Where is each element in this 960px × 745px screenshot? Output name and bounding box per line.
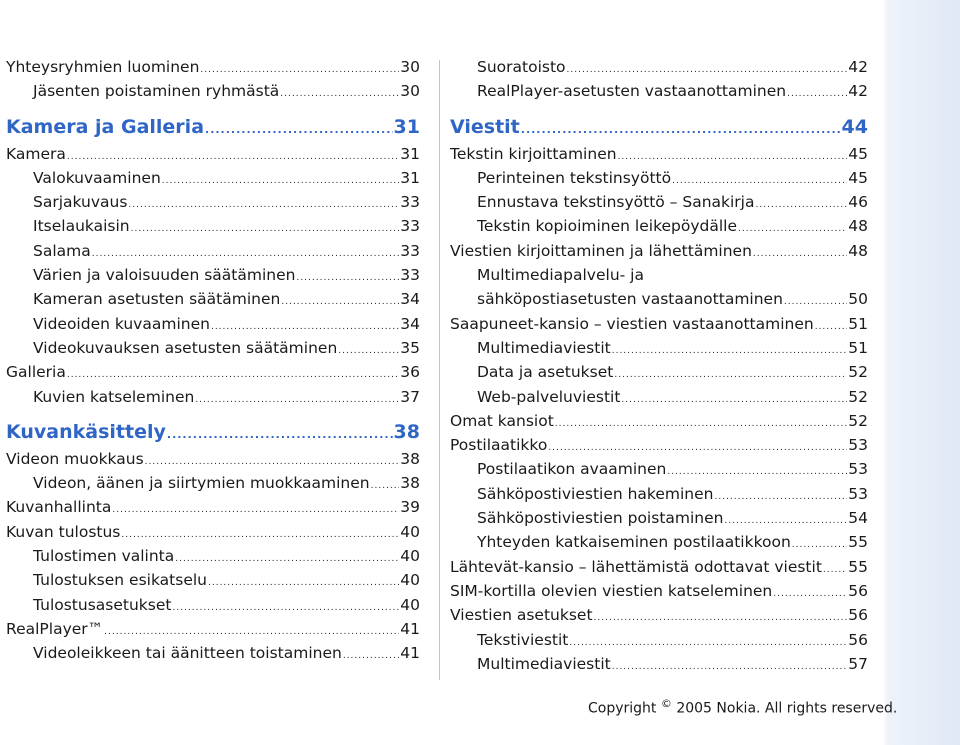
toc-entry xyxy=(450,145,868,169)
dot-leader xyxy=(208,578,399,588)
toc-entry-title: Sähköpostiviestien hakeminen xyxy=(477,484,714,503)
toc-entry xyxy=(450,266,868,290)
toc-entry-title: Videon, äänen ja siirtymien muokkaaminen xyxy=(33,474,370,493)
toc-entry xyxy=(450,558,868,582)
dot-leader xyxy=(145,457,400,467)
dot-leader xyxy=(612,346,848,356)
toc-entry xyxy=(450,436,868,460)
toc-entry xyxy=(6,620,420,644)
toc-entry xyxy=(6,450,420,474)
copyright-text: 2005 Nokia. All rights reserved. xyxy=(676,700,898,717)
toc-entry-title: Värien ja valoisuuden säätäminen xyxy=(33,266,296,285)
copyright-notice xyxy=(588,697,897,717)
dot-leader xyxy=(555,419,847,429)
dot-leader xyxy=(371,481,400,491)
toc-entry xyxy=(450,460,868,484)
toc-entry-title: Ennustava tekstinsyöttö – Sanakirja xyxy=(477,193,755,212)
toc-section-heading xyxy=(6,412,420,450)
dot-leader xyxy=(104,627,399,637)
toc-entry-title: Salama xyxy=(33,241,91,260)
toc-entry-page: 56 xyxy=(848,630,868,649)
toc-entry-title: Yhteyden katkaiseminen postilaatikkoon xyxy=(477,533,791,552)
toc-entry xyxy=(450,169,868,193)
toc-entry-page: 55 xyxy=(848,533,868,552)
toc-entry-title: Data ja asetukset xyxy=(477,363,614,382)
dot-leader xyxy=(92,249,400,259)
toc-entry-page: 40 xyxy=(400,595,420,614)
toc-entry-title: Multimediaviestit xyxy=(477,338,611,357)
toc-entry-title: Valokuvaaminen xyxy=(33,168,161,187)
toc-entry-title: Viestit xyxy=(450,115,520,138)
dot-leader xyxy=(211,322,399,332)
toc-entry-page: 44 xyxy=(841,115,868,138)
toc-entry xyxy=(450,655,868,679)
toc-entry-page: 50 xyxy=(848,290,868,309)
toc-section-heading xyxy=(450,107,868,145)
dot-leader xyxy=(128,200,399,210)
toc-entry-page: 52 xyxy=(848,363,868,382)
dot-leader xyxy=(714,492,847,502)
toc-entry-page: 54 xyxy=(848,509,868,528)
toc-entry xyxy=(450,509,868,533)
toc-entry-page: 40 xyxy=(400,522,420,541)
toc-entry-page: 42 xyxy=(848,58,868,76)
toc-entry xyxy=(450,485,868,509)
toc-entry-title: Sähköpostiviestien poistaminen xyxy=(477,509,724,528)
toc-entry-title: SIM-kortilla olevien viestien katseleminen xyxy=(450,581,773,600)
toc-entry-page: 53 xyxy=(848,484,868,503)
toc-entry-page: 45 xyxy=(848,144,868,163)
toc-entry-title: Perinteinen tekstinsyöttö xyxy=(477,168,672,187)
toc-entry-page: 48 xyxy=(848,217,868,236)
toc-entry-title: Itselaukaisin xyxy=(33,217,130,236)
toc-entry xyxy=(6,474,420,498)
dot-leader xyxy=(167,428,393,441)
toc-entry xyxy=(450,242,868,266)
toc-entry-page: 53 xyxy=(848,460,868,479)
toc-entry xyxy=(450,582,868,606)
toc-entry-title: RealPlayer-asetusten vastaanottaminen xyxy=(477,82,787,101)
toc-entry-page: 34 xyxy=(400,290,420,309)
copyright-word: Copyright xyxy=(588,700,657,717)
toc-entry-title: Videoiden kuvaaminen xyxy=(33,314,210,333)
toc-entry-page: 41 xyxy=(400,644,420,663)
toc-entry xyxy=(6,547,420,571)
toc-entry-title: Kamera xyxy=(6,144,66,163)
toc-entry-title: Tulostuksen esikatselu xyxy=(33,571,207,590)
toc-entry-title: Tekstin kirjoittaminen xyxy=(450,144,617,163)
toc-entry-page: 37 xyxy=(400,387,420,406)
toc-entry-title: Kuvien katseleminen xyxy=(33,387,195,406)
toc-entry-page: 57 xyxy=(848,654,868,673)
toc-entry xyxy=(450,533,868,557)
toc-entry xyxy=(6,523,420,547)
toc-entry-page: 56 xyxy=(848,581,868,600)
dot-leader xyxy=(569,638,847,648)
toc-entry-title: Postilaatikon avaaminen xyxy=(477,460,667,479)
toc-section-heading xyxy=(6,107,420,145)
dot-leader xyxy=(773,589,847,599)
toc-entry-title: Tekstiviestit xyxy=(477,630,569,649)
dot-leader xyxy=(296,273,399,283)
toc-entry-page: 52 xyxy=(848,387,868,406)
dot-leader xyxy=(67,152,399,162)
toc-entry xyxy=(6,82,420,106)
toc-entry xyxy=(6,266,420,290)
toc-entry xyxy=(6,363,420,387)
toc-entry xyxy=(6,339,420,363)
copyright-symbol: © xyxy=(660,697,672,710)
toc-entry xyxy=(6,193,420,217)
dot-leader xyxy=(667,467,847,477)
toc-entry xyxy=(450,217,868,241)
toc-entry-title: Kuvan tulostus xyxy=(6,522,121,541)
dot-leader xyxy=(521,123,841,136)
toc-entry xyxy=(450,82,868,106)
toc-entry-title: Videon muokkaus xyxy=(6,449,144,468)
toc-entry-page: 35 xyxy=(400,338,420,357)
toc-entry xyxy=(450,412,868,436)
toc-entry xyxy=(450,339,868,363)
toc-right-column xyxy=(450,58,868,679)
dot-leader xyxy=(787,89,847,99)
toc-entry xyxy=(6,169,420,193)
dot-leader xyxy=(343,651,399,661)
toc-entry xyxy=(6,388,420,412)
toc-entry xyxy=(6,498,420,522)
toc-entry xyxy=(450,290,868,314)
toc-left-column xyxy=(6,58,420,669)
toc-entry-page: 30 xyxy=(400,58,420,76)
toc-entry-title: Omat kansiot xyxy=(450,411,554,430)
toc-entry-page: 56 xyxy=(848,606,868,625)
toc-entry xyxy=(450,388,868,412)
dot-leader xyxy=(792,540,847,550)
dot-leader xyxy=(594,613,848,623)
toc-entry-title: Jäsenten poistaminen ryhmästä xyxy=(33,82,280,101)
toc-entry-page: 38 xyxy=(393,420,420,443)
dot-leader xyxy=(131,224,400,234)
toc-entry-page: 55 xyxy=(848,557,868,576)
dot-leader xyxy=(612,662,848,672)
dot-leader xyxy=(567,65,848,75)
toc-entry-page: 33 xyxy=(400,266,420,285)
dot-leader xyxy=(618,152,848,162)
dot-leader xyxy=(755,200,847,210)
dot-leader xyxy=(172,603,399,613)
toc-entry xyxy=(450,606,868,630)
toc-entry xyxy=(6,290,420,314)
toc-entry xyxy=(450,363,868,387)
dot-leader xyxy=(621,395,847,405)
dot-leader xyxy=(724,516,847,526)
toc-entry xyxy=(6,644,420,668)
toc-entry-title: Sarjakuvaus xyxy=(33,193,128,212)
toc-entry xyxy=(450,58,868,82)
toc-entry-page: 31 xyxy=(393,115,420,138)
toc-entry-title: Postilaatikko xyxy=(450,436,548,455)
toc-entry-title: Videokuvauksen asetusten säätäminen xyxy=(33,338,338,357)
toc-entry xyxy=(450,631,868,655)
toc-entry xyxy=(6,217,420,241)
toc-entry-page: 38 xyxy=(400,449,420,468)
toc-entry-page: 46 xyxy=(848,193,868,212)
dot-leader xyxy=(175,554,399,564)
dot-leader xyxy=(195,395,399,405)
toc-entry-page: 36 xyxy=(400,363,420,382)
dot-leader xyxy=(162,176,399,186)
toc-entry-title: Tulostusasetukset xyxy=(33,595,172,614)
column-divider xyxy=(439,60,440,680)
toc-entry xyxy=(6,242,420,266)
dot-leader xyxy=(614,370,847,380)
toc-entry-page: 45 xyxy=(848,168,868,187)
toc-entry-title: Galleria xyxy=(6,363,66,382)
dot-leader xyxy=(280,89,399,99)
toc-entry-title: Multimediaviestit xyxy=(477,654,611,673)
toc-entry-title: Kameran asetusten säätäminen xyxy=(33,290,281,309)
toc-entry xyxy=(6,145,420,169)
dot-leader xyxy=(200,65,399,75)
dot-leader xyxy=(753,249,847,259)
toc-entry-page: 33 xyxy=(400,193,420,212)
toc-entry-page: 39 xyxy=(400,498,420,517)
toc-entry-title: Viestien kirjoittaminen ja lähettäminen xyxy=(450,241,752,260)
toc-entry-title: Viestien asetukset xyxy=(450,606,593,625)
dot-leader xyxy=(281,297,399,307)
toc-entry-title: Saapuneet-kansio – viestien vastaanottaminen xyxy=(450,314,814,333)
toc-entry-page: 42 xyxy=(848,82,868,101)
toc-entry-title: Yhteysryhmien luominen xyxy=(6,58,200,76)
toc-entry-title: Kuvankäsittely xyxy=(6,420,166,443)
decorative-side-band xyxy=(882,0,960,745)
dot-leader xyxy=(672,176,847,186)
toc-entry xyxy=(450,315,868,339)
toc-entry-page: 40 xyxy=(400,547,420,566)
dot-leader xyxy=(112,505,399,515)
toc-entry-title: Web-palveluviestit xyxy=(477,387,621,406)
toc-entry xyxy=(6,596,420,620)
toc-entry-title: Multimediapalvelu- ja xyxy=(477,266,644,285)
dot-leader xyxy=(823,565,847,575)
toc-entry-page: 33 xyxy=(400,217,420,236)
dot-leader xyxy=(121,530,399,540)
toc-entry-page: 38 xyxy=(400,474,420,493)
dot-leader xyxy=(815,322,848,332)
toc-entry-title: Kuvanhallinta xyxy=(6,498,112,517)
toc-entry xyxy=(6,58,420,82)
toc-entry-page: 31 xyxy=(400,168,420,187)
toc-entry-title: RealPlayer™ xyxy=(6,619,104,638)
toc-entry-page: 34 xyxy=(400,314,420,333)
toc-entry-title: Lähtevät-kansio – lähettämistä odottavat viestit xyxy=(450,557,822,576)
toc-entry-page: 51 xyxy=(848,314,868,333)
toc-entry-page: 48 xyxy=(848,241,868,260)
toc-entry-page: 53 xyxy=(848,436,868,455)
dot-leader xyxy=(784,297,847,307)
toc-entry-page: 30 xyxy=(400,82,420,101)
dot-leader xyxy=(338,346,399,356)
dot-leader xyxy=(67,370,399,380)
toc-entry xyxy=(6,315,420,339)
toc-entry xyxy=(6,571,420,595)
toc-entry xyxy=(450,193,868,217)
toc-entry-title: Kamera ja Galleria xyxy=(6,115,205,138)
toc-entry-page: 51 xyxy=(848,338,868,357)
toc-entry-title: Suoratoisto xyxy=(477,58,566,76)
toc-entry-page: 40 xyxy=(400,571,420,590)
toc-entry-title: sähköpostiasetusten vastaanottaminen xyxy=(477,290,783,309)
toc-entry-page: 41 xyxy=(400,619,420,638)
toc-entry-page: 31 xyxy=(400,144,420,163)
dot-leader xyxy=(738,224,847,234)
toc-entry-title: Tulostimen valinta xyxy=(33,547,175,566)
dot-leader xyxy=(548,443,847,453)
toc-entry-page: 33 xyxy=(400,241,420,260)
toc-entry-page: 52 xyxy=(848,411,868,430)
dot-leader xyxy=(205,123,393,136)
toc-entry-title: Tekstin kopioiminen leikepöydälle xyxy=(477,217,738,236)
toc-entry-title: Videoleikkeen tai äänitteen toistaminen xyxy=(33,644,342,663)
